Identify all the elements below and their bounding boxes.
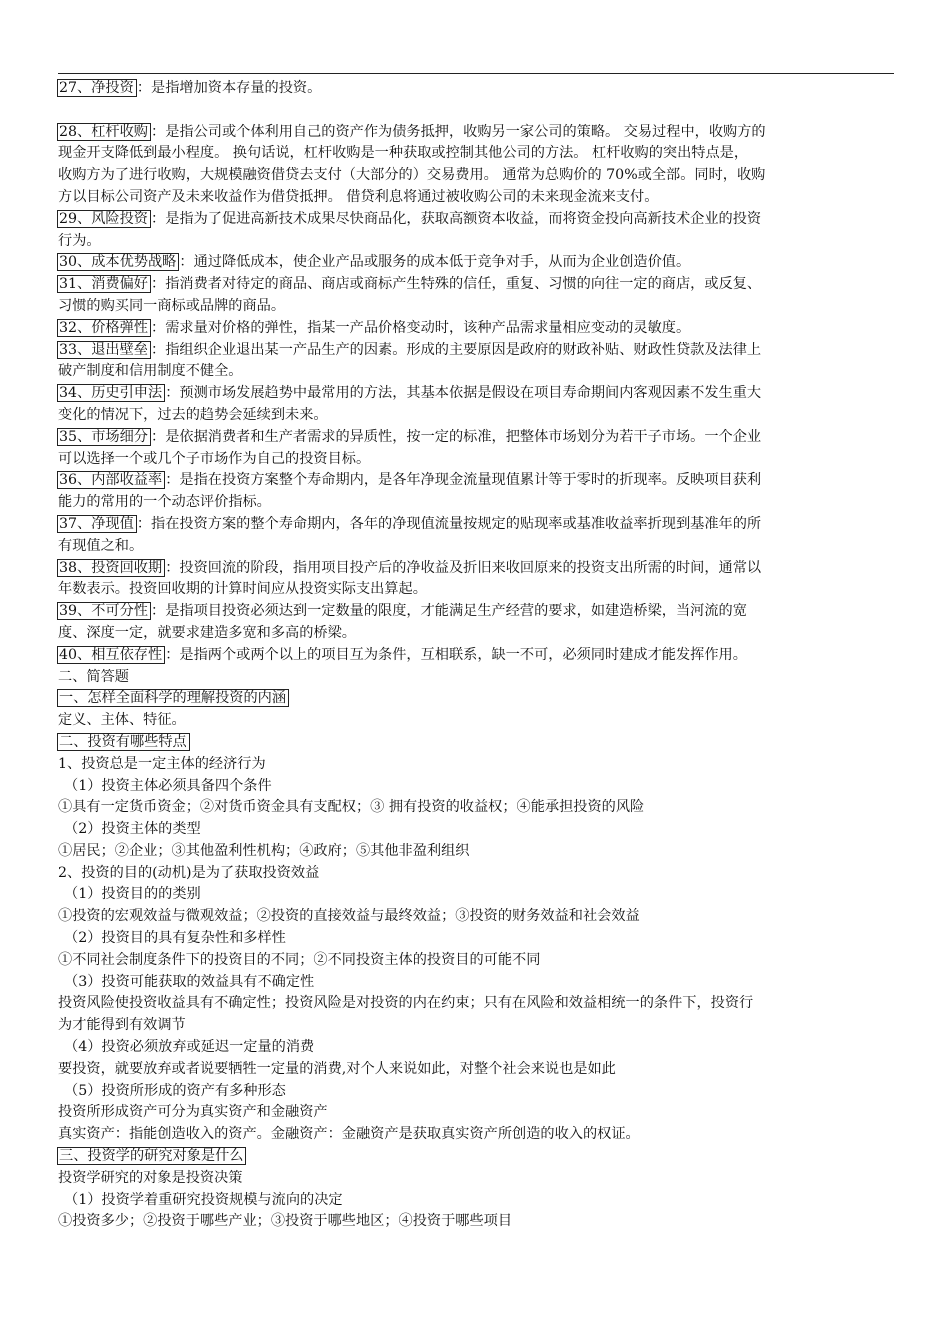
- term-text: ：需求量对价格的弹性，指某一产品价格变动时，该种产品需求量相应变动的灵敏度。: [151, 319, 691, 336]
- text-line: 1、投资总是一定主体的经济行为: [58, 755, 266, 772]
- sub-heading: （5）投资所形成的资产有多种形态: [64, 1082, 286, 1099]
- term-text: ：是指公司或个体利用自己的资产作为债务抵押，收购另一家公司的策略。 交易过程中，收购方的: [151, 123, 766, 140]
- text-line: 现金开支降低到最小程度。 换句话说，杠杆收购是一种获取或控制其他公司的方法。 杠杆收购的突出特点是，: [58, 145, 749, 162]
- sub-heading: （2）投资主体的类型: [64, 821, 201, 838]
- term-text: ：指在投资方案的整个寿命期内，各年的净现值流量按规定的贴现率或基准收益率折现到基准年的所: [136, 515, 762, 532]
- term-definition: [58, 514, 894, 536]
- term-label: 39、不可分性: [57, 602, 151, 620]
- term-definition: [58, 122, 894, 144]
- text-line: 可以选择一个或几个子市场作为自己的投资目标。: [58, 450, 371, 467]
- text-line: 能力的常用的一个动态评价指标。: [58, 494, 271, 511]
- term-definition: [58, 340, 894, 362]
- term-label: 30、成本优势战略: [57, 253, 179, 271]
- question-title: 三、投资学的研究对象是什么: [57, 1147, 246, 1165]
- text-line: ①居民；②企业；③其他盈利性机构；④政府；⑤其他非盈利组织: [58, 842, 470, 859]
- term-label: 38、投资回收期: [57, 559, 165, 577]
- term-text: ：通过降低成本，使企业产品或服务的成本低于竞争对手，从而为企业创造价值。: [179, 254, 691, 271]
- text-line: 变化的情况下，过去的趋势会延续到未来。: [58, 406, 328, 423]
- text-line: 真实资产：指能创造收入的资产。金融资产：金融资产是获取真实资产所创造的收入的权证。: [58, 1126, 640, 1143]
- sub-heading: （1）投资目的的类别: [64, 886, 201, 903]
- text-line: 投资所形成资产可分为真实资产和金融资产: [58, 1104, 328, 1121]
- document-body: [58, 78, 894, 1233]
- text-line: 2、投资的目的(动机)是为了获取投资效益: [58, 864, 320, 881]
- text-line: 投资风险使投资收益具有不确定性；投资风险是对投资的内在约束；只有在风险和效益相统一的条件下，投资行: [58, 995, 754, 1012]
- term-label: 37、净现值: [57, 515, 137, 533]
- term-definition: [58, 558, 894, 580]
- term-label: 31、消费偏好: [57, 275, 151, 293]
- term-definition: [58, 383, 894, 405]
- question-heading: [58, 1146, 894, 1168]
- text-line: 投资学研究的对象是投资决策: [58, 1169, 243, 1186]
- question-heading: [58, 732, 894, 754]
- text-line: 习惯的购买同一商标或品牌的商品。: [58, 297, 286, 314]
- term-definition: [58, 209, 894, 231]
- term-definition: [58, 78, 894, 100]
- text-line: 二、简答题: [58, 668, 129, 685]
- term-definition: [58, 252, 894, 274]
- term-label: 34、历史引申法: [57, 384, 165, 402]
- sub-heading: （1）投资主体必须具备四个条件: [64, 777, 272, 794]
- term-text: ：是指两个或两个以上的项目互为条件，互相联系，缺一不可，必须同时建成才能发挥作用。: [165, 646, 747, 663]
- term-definition: [58, 645, 894, 667]
- term-text: ：是指增加资本存量的投资。: [136, 80, 322, 96]
- sub-heading: （4）投资必须放弃或延迟一定量的消费: [64, 1039, 315, 1056]
- text-line: 定义、主体、特征。: [58, 712, 186, 729]
- term-definition: [58, 470, 894, 492]
- term-definition: [58, 427, 894, 449]
- question-title: 二、投资有哪些特点: [57, 733, 190, 751]
- term-definition: [58, 601, 894, 623]
- term-text: ：是指项目投资必须达到一定数量的限度，才能满足生产经营的要求，如建造桥梁，当河流的宽: [151, 603, 747, 620]
- term-label: 29、风险投资: [57, 210, 151, 228]
- sub-heading: （3）投资可能获取的效益具有不确定性: [64, 973, 315, 990]
- sub-heading: （1）投资学着重研究投资规模与流向的决定: [64, 1191, 343, 1208]
- text-line: 破产制度和信用制度不健全。: [58, 363, 243, 380]
- text-line: 有现值之和。: [58, 537, 144, 554]
- term-label: 40、相互依存性: [57, 646, 165, 664]
- term-text: ：是依据消费者和生产者需求的异质性，按一定的标准，把整体市场划分为若干子市场。一个企业: [151, 428, 762, 445]
- term-definition: [58, 318, 894, 340]
- text-line: ①投资的宏观效益与微观效益；②投资的直接效益与最终效益；③投资的财务效益和社会效益: [58, 908, 640, 925]
- term-text: ：指消费者对待定的商品、商店或商标产生特殊的信任，重复、习惯的向往一定的商店，或反复、: [151, 276, 762, 293]
- text-line: 年数表示。投资回收期的计算时间应从投资实际支出算起。: [58, 581, 427, 598]
- term-label: 36、内部收益率: [57, 471, 165, 489]
- text-line: ①投资多少；②投资于哪些产业；③投资于哪些地区；④投资于哪些项目: [58, 1213, 513, 1230]
- text-line: ①不同社会制度条件下的投资目的不同；②不同投资主体的投资目的可能不同: [58, 951, 541, 968]
- term-text: ：投资回流的阶段，指用项目投产后的净收益及折旧来收回原来的投资支出所需的时间，通常以: [165, 559, 762, 576]
- text-line: 行为。: [58, 232, 101, 249]
- term-text: ：是指为了促进高新技术成果尽快商品化，获取高额资本收益，而将资金投向高新技术企业的投资: [151, 210, 762, 227]
- text-line: 方以目标公司资产及未来收益作为借贷抵押。 借贷利息将通过被收购公司的未来现金流来支付。: [58, 188, 659, 205]
- term-label: 32、价格弹性: [57, 319, 151, 337]
- text-line: 度、深度一定，就要求建造多宽和多高的桥梁。: [58, 624, 356, 641]
- header-rule: [58, 73, 894, 74]
- question-title: 一、怎样全面科学的理解投资的内涵: [57, 689, 289, 707]
- text-line: 收购方为了进行收购，大规模融资借贷去支付（大部分的）交易费用。 通常为总购价的 70%或全部。同时，收购: [58, 167, 766, 184]
- term-label: 33、退出壁垒: [57, 341, 151, 359]
- term-text: ：是指在投资方案整个寿命期内，是各年净现金流量现值累计等于零时的折现率。反映项目获利: [165, 472, 762, 489]
- sub-heading: （2）投资目的具有复杂性和多样性: [64, 930, 286, 947]
- text-line: 要投资，就要放弃或者说要牺牲一定量的消费,对个人来说如此，对整个社会来说也是如此: [58, 1060, 616, 1077]
- question-heading: [58, 688, 894, 710]
- term-label: 35、市场细分: [57, 428, 151, 446]
- text-line: 为才能得到有效调节: [58, 1017, 186, 1034]
- term-text: ：预测市场发展趋势中最常用的方法，其基本依据是假设在项目寿命期间内客观因素不发生重大: [165, 385, 762, 402]
- term-label: 27、净投资: [57, 79, 137, 97]
- term-text: ：指组织企业退出某一产品生产的因素。形成的主要原因是政府的财政补贴、财政性贷款及法律上: [151, 341, 762, 358]
- term-definition: [58, 274, 894, 296]
- term-label: 28、杠杆收购: [57, 123, 151, 141]
- blank-line: [58, 100, 894, 122]
- text-line: ①具有一定货币资金；②对货币资金具有支配权；③ 拥有投资的收益权；④能承担投资的风险: [58, 799, 645, 816]
